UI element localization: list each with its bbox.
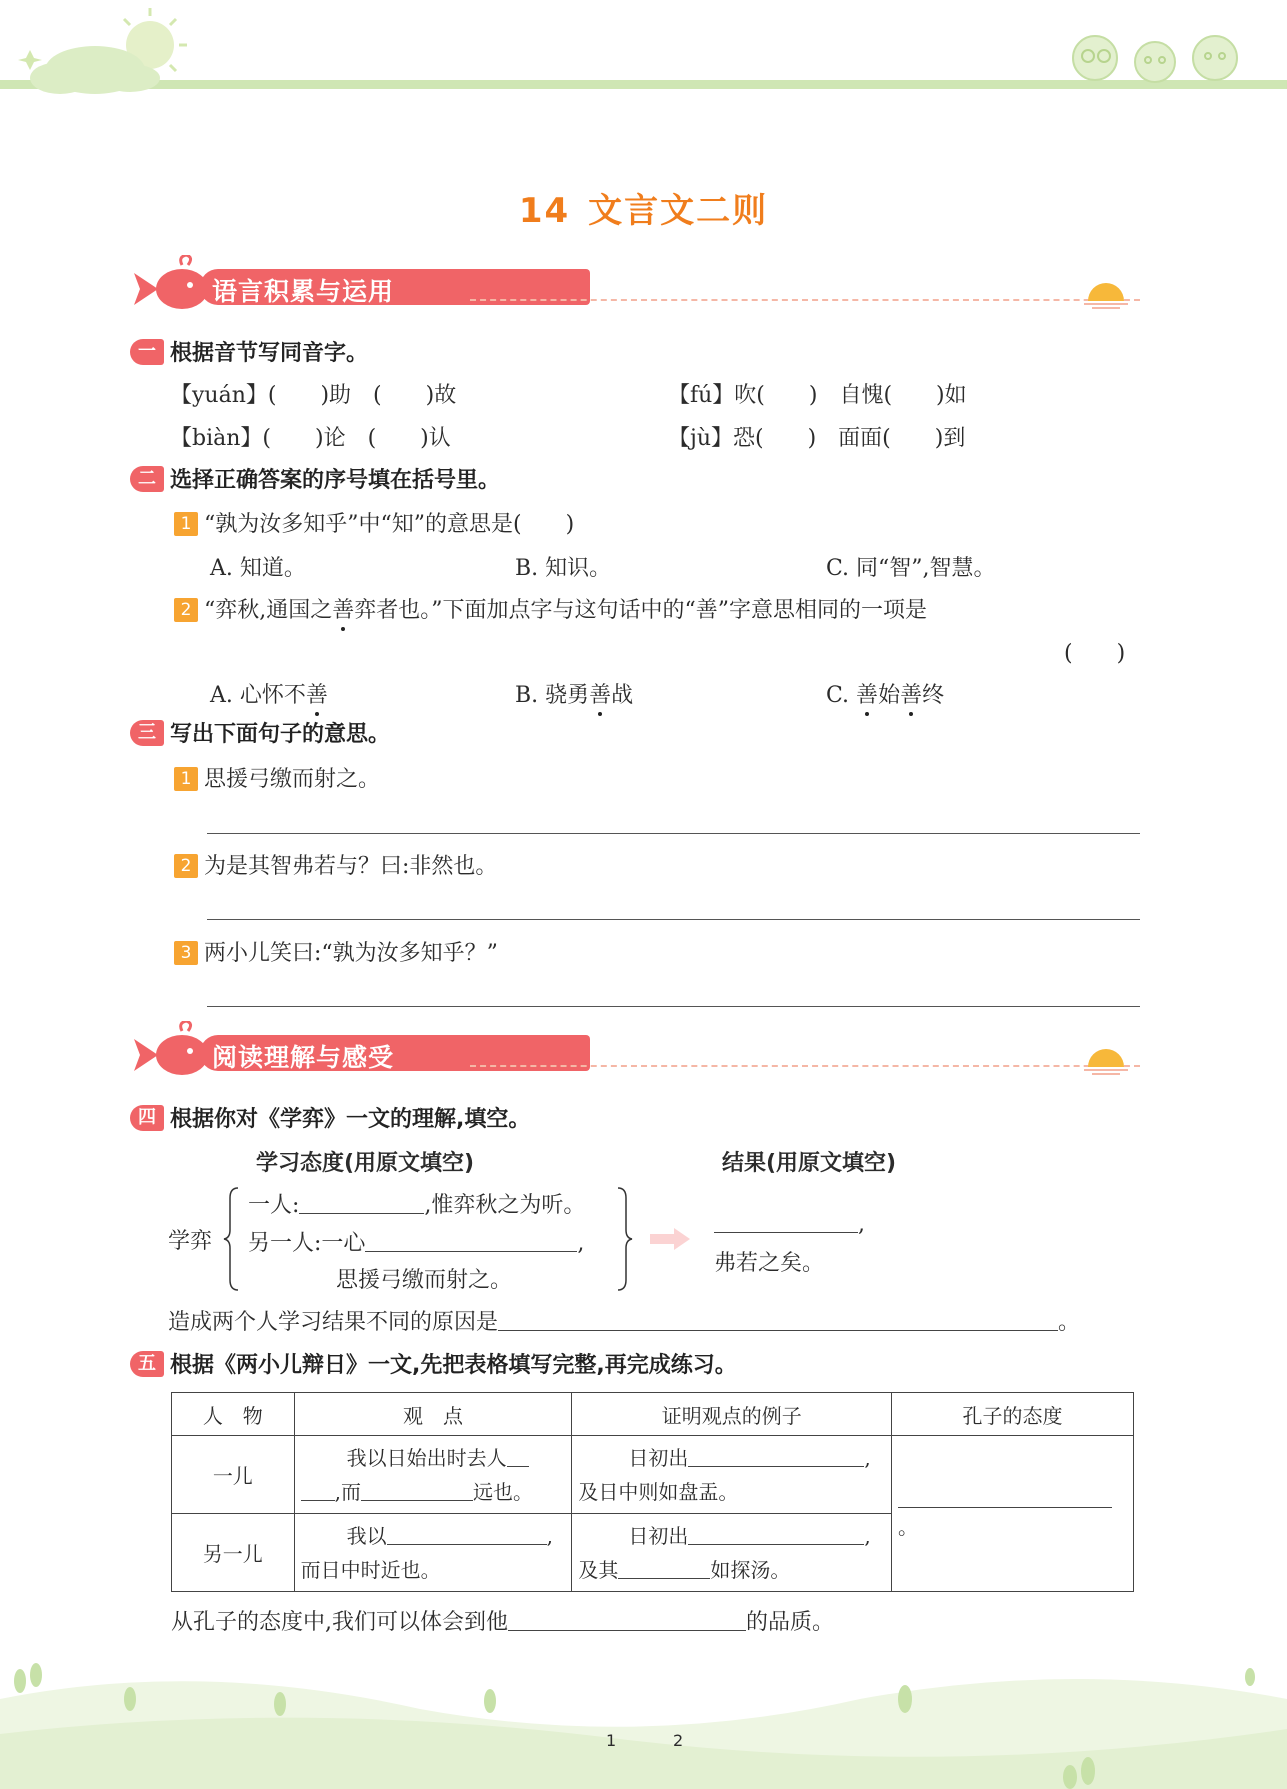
dotted-char: 善 (305, 683, 328, 708)
fill-blank[interactable] (299, 1213, 424, 1214)
question-number: 一 (130, 339, 164, 365)
lesson-number: 14 (518, 191, 571, 231)
lesson-title-text: 文言文二则 (588, 191, 769, 231)
item-number: 1 (174, 512, 198, 536)
item-stem-pre: “弈秋,通国之 (204, 598, 333, 623)
header-attitude: 孔子的态度 (892, 1393, 1134, 1436)
q2-item-1-option-c: C. 同“智”,智慧。 (826, 556, 996, 581)
page-number-right: 2 (673, 1731, 684, 1750)
q2-item-2-option-b (515, 678, 633, 709)
q2-item-2 (174, 593, 1124, 624)
answer-line[interactable] (207, 833, 1140, 834)
text: 日初出 (628, 1523, 689, 1548)
text: 如探汤。 (710, 1557, 791, 1582)
section-banner-2 (130, 1021, 1140, 1081)
text: , (858, 1212, 865, 1237)
option-text: 终 (922, 683, 945, 708)
question-number: 五 (130, 1351, 164, 1377)
text: , (577, 1231, 585, 1256)
item-number: 1 (174, 767, 198, 791)
argument-table (171, 1392, 1134, 1592)
text: 另一人:一心 (248, 1231, 366, 1256)
attitude-cell (892, 1436, 1134, 1592)
option-text: B. 骁勇 (515, 683, 590, 708)
sun-cloud-decoration (0, 0, 220, 110)
text: 日初出 (628, 1445, 689, 1470)
answer-line[interactable] (207, 1006, 1140, 1007)
q1-row-2-right: 【jù】恐( ) 面面( )到 (668, 426, 966, 451)
answer-paren: ( ) (1064, 641, 1126, 666)
dotted-char: 善 (332, 598, 355, 623)
sunset-icon (1084, 273, 1128, 309)
fill-blank[interactable] (361, 1500, 473, 1501)
item-stem: “孰为汝多知乎”中“知”的意思是( ) (204, 512, 575, 537)
q2-item-1-option-b: B. 知识。 (515, 556, 612, 581)
arrow-right-icon (648, 1226, 692, 1252)
question-number: 二 (130, 466, 164, 492)
q4-reason (168, 1305, 1080, 1336)
header-example: 证明观点的例子 (572, 1393, 892, 1436)
text: , (864, 1523, 871, 1548)
animal-faces-decoration (1060, 20, 1260, 90)
header-view: 观 点 (294, 1393, 572, 1436)
left-brace (222, 1186, 242, 1292)
item-number: 2 (174, 854, 198, 878)
section-banner-1 (130, 255, 1140, 315)
text: 从孔子的态度中,我们可以体会到他 (171, 1610, 508, 1635)
question-number: 三 (130, 720, 164, 746)
text: 远也。 (473, 1479, 533, 1504)
question-3-heading (130, 717, 390, 747)
item-stem-post: 弈者也。”下面加点字与这句话中的“善”字意思相同的一项是 (354, 598, 928, 623)
q4-result-line-1 (714, 1212, 865, 1237)
text: , (864, 1445, 871, 1470)
text: 。 (1058, 1310, 1081, 1335)
fill-blank[interactable] (508, 1630, 746, 1631)
q2-item-1-option-a: A. 知道。 (210, 556, 306, 581)
fill-blank[interactable] (714, 1232, 858, 1233)
question-2-heading (130, 463, 500, 493)
question-prompt: 根据音节写同音字。 (170, 341, 369, 366)
q4-line-1 (248, 1188, 585, 1219)
sunset-icon (1084, 1039, 1128, 1075)
example-cell (572, 1436, 892, 1514)
fill-blank[interactable] (688, 1466, 864, 1467)
lesson-title (0, 183, 1287, 232)
q4-line-2 (248, 1226, 584, 1257)
q2-item-2-option-c (826, 678, 944, 709)
whale-icon (130, 1021, 210, 1081)
item-number: 3 (174, 941, 198, 965)
person-cell: 另一儿 (172, 1514, 295, 1592)
q3-item-1 (174, 762, 380, 793)
section-divider (470, 1065, 1140, 1067)
q5-final-sentence (171, 1605, 834, 1636)
view-cell (294, 1514, 572, 1592)
section-title: 阅读理解与感受 (212, 1043, 395, 1072)
table-row (172, 1436, 1134, 1514)
fill-blank[interactable] (618, 1578, 710, 1579)
option-text: 战 (611, 683, 634, 708)
xueyi-label: 学弈 (168, 1229, 213, 1254)
section-title: 语言积累与运用 (212, 277, 395, 306)
option-text: 始 (878, 683, 901, 708)
q1-row-1-right: 【fú】吹( ) 自愧( )如 (668, 383, 967, 408)
fill-blank[interactable] (498, 1330, 1058, 1331)
fill-blank[interactable] (507, 1466, 529, 1467)
q1-row-2-left: 【biàn】( )论 ( )认 (170, 426, 451, 451)
grass-hills-decoration (0, 1639, 1287, 1789)
example-cell (572, 1514, 892, 1592)
q4-line-3: 思援弓缴而射之。 (336, 1268, 513, 1293)
text: ,惟弈秋之为听。 (424, 1193, 586, 1218)
q1-row-1-left: 【yuán】( )助 ( )故 (170, 383, 457, 408)
fill-blank[interactable] (688, 1544, 864, 1545)
text: ,而 (334, 1479, 361, 1504)
item-text: 思援弓缴而射之。 (204, 767, 381, 792)
whale-icon (130, 255, 210, 315)
option-text: C. (826, 683, 857, 708)
question-number: 四 (130, 1105, 164, 1131)
header-person: 人 物 (172, 1393, 295, 1436)
right-brace (614, 1186, 634, 1292)
column-header-attitude: 学习态度(用原文填空) (256, 1151, 475, 1176)
table-header-row (172, 1393, 1134, 1436)
question-prompt: 根据《两小儿辩日》一文,先把表格填写完整,再完成练习。 (170, 1353, 737, 1378)
item-text: 为是其智弗若与？曰:非然也。 (204, 854, 498, 879)
item-number: 2 (174, 598, 198, 622)
column-header-result: 结果(用原文填空) (722, 1151, 897, 1176)
text: 及日中则如盘盂。 (578, 1479, 739, 1504)
question-prompt: 根据你对《学弈》一文的理解,填空。 (170, 1107, 531, 1132)
question-4-heading (130, 1102, 530, 1132)
question-1-heading (130, 336, 368, 366)
text: 一人: (248, 1193, 300, 1218)
person-cell: 一儿 (172, 1436, 295, 1514)
section-divider (470, 299, 1140, 301)
q2-item-2-option-a (210, 678, 328, 709)
question-prompt: 写出下面句子的意思。 (170, 722, 391, 747)
text: 我以 (346, 1523, 387, 1548)
q4-result-line-2: 弗若之矣。 (714, 1251, 825, 1276)
text: 及其 (578, 1557, 619, 1582)
dotted-char: 善 (900, 683, 923, 708)
text: , (546, 1523, 553, 1548)
dotted-char: 善 (589, 683, 612, 708)
option-text: A. 心怀不 (210, 683, 306, 708)
question-prompt: 选择正确答案的序号填在括号里。 (170, 468, 501, 493)
fill-blank[interactable] (387, 1544, 547, 1545)
answer-line[interactable] (207, 919, 1140, 920)
text: 我以日始出时去人 (346, 1445, 507, 1470)
fill-blank[interactable] (365, 1251, 577, 1252)
view-cell (294, 1436, 572, 1514)
dotted-char: 善 (856, 683, 879, 708)
text: 。 (898, 1515, 919, 1539)
item-text: 两小儿笑曰:“孰为汝多知乎？” (204, 941, 498, 966)
page-number-left: 1 (606, 1731, 617, 1750)
text: 的品质。 (746, 1610, 835, 1635)
q3-item-3 (174, 936, 498, 967)
fill-blank[interactable] (301, 1500, 335, 1501)
text: 而日中时近也。 (300, 1557, 441, 1582)
fill-blank[interactable] (898, 1507, 1112, 1508)
q3-item-2 (174, 849, 497, 880)
text: 造成两个人学习结果不同的原因是 (168, 1310, 499, 1335)
q2-item-1 (174, 507, 574, 538)
question-5-heading (130, 1348, 737, 1378)
